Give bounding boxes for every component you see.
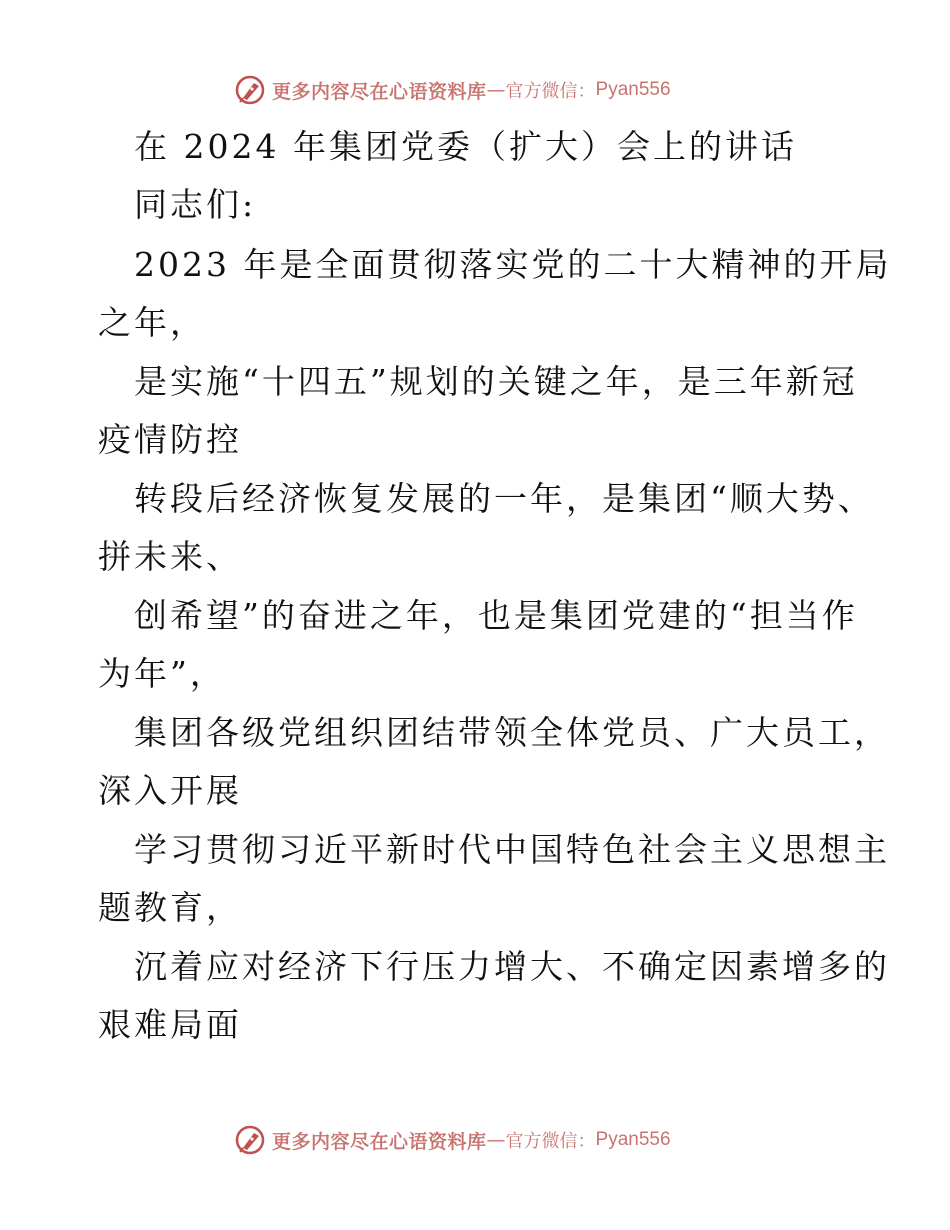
body-line: 转段后经济恢复发展的一年，是集团“顺大势、 (134, 479, 874, 518)
body-line: 是实施“十四五”规划的关键之年，是三年新冠 (134, 362, 858, 401)
body-line: 集团各级党组织团结带领全体党员、广大员工， (134, 713, 890, 752)
watermark-wechat-id: Pyan556 (595, 79, 671, 100)
watermark-wechat-label: 官方微信： (505, 1131, 596, 1152)
body-line: 沉着应对经济下行压力增大、不确定因素增多的 (134, 947, 890, 986)
body-line: 之年， (98, 303, 206, 342)
pen-nib-logo-icon (234, 74, 266, 106)
watermark-separator: — (486, 1129, 506, 1151)
body-line: 拼未来、 (98, 537, 242, 576)
header-watermark (234, 72, 671, 108)
body-line: 为年”， (98, 654, 226, 693)
pen-nib-logo-icon (234, 1124, 266, 1156)
body-line: 2023 年是全面贯彻落实党的二十大精神的开局 (134, 245, 892, 284)
watermark-text: 更多内容尽在心语资料库 (272, 80, 487, 103)
body-line: 疫情防控 (98, 420, 242, 459)
watermark-separator: — (486, 79, 506, 101)
salutation: 同志们: (134, 185, 257, 224)
body-line: 创希望”的奋进之年，也是集团党建的“担当作 (134, 596, 858, 635)
footer-watermark (234, 1122, 671, 1158)
body-line: 学习贯彻习近平新时代中国特色社会主义思想主 (134, 830, 890, 869)
watermark-wechat-label: 官方微信： (505, 81, 596, 102)
document-title: 在 2024 年集团党委（扩大）会上的讲话 (134, 127, 797, 166)
watermark-text: 更多内容尽在心语资料库 (272, 1130, 487, 1153)
body-line: 艰难局面 (98, 1005, 242, 1044)
watermark-wechat-id: Pyan556 (595, 1129, 671, 1150)
body-line: 深入开展 (98, 771, 242, 810)
body-line: 题教育， (98, 888, 242, 927)
